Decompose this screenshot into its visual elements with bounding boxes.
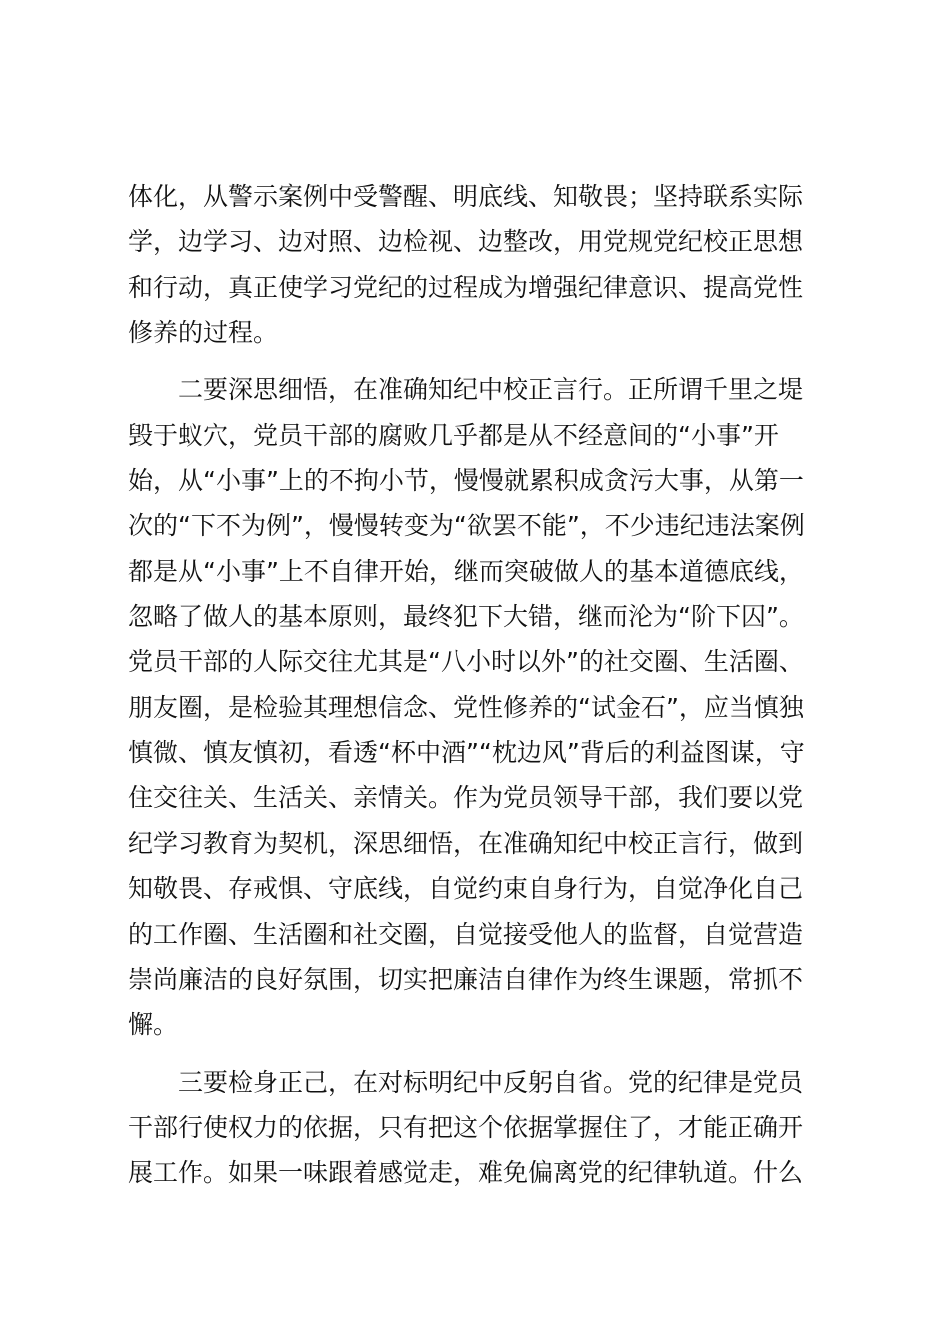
text-line: 和行动，真正使学习党纪的过程成为增强纪律意识、提高党性	[128, 272, 804, 302]
text-line: 党员干部的人际交往尤其是“八小时以外”的社交圈、生活圈、	[128, 647, 804, 677]
text-line: 懈。	[128, 1010, 179, 1040]
text-line: 毁于蚁穴，党员干部的腐败几乎都是从不经意间的“小事”开	[128, 420, 779, 450]
paragraph	[128, 174, 832, 355]
text-line: 忽略了做人的基本原则，最终犯下大错，继而沦为“阶下囚”。	[128, 602, 804, 632]
text-line: 的工作圈、生活圈和社交圈，自觉接受他人的监督，自觉营造	[128, 919, 804, 949]
text-line: 都是从“小事”上不自律开始，继而突破做人的基本道德底线，	[128, 556, 804, 586]
paragraph	[128, 1060, 832, 1196]
text-line: 次的“下不为例”，慢慢转变为“欲罢不能”，不少违纪违法案例	[128, 511, 805, 541]
paragraph-gap	[128, 1048, 832, 1060]
text-line: 始，从“小事”上的不拘小节，慢慢就累积成贪污大事，从第一	[128, 466, 804, 496]
text-line: 纪学习教育为契机，深思细悟，在准确知纪中校正言行，做到	[128, 828, 804, 858]
body-text	[128, 174, 832, 1196]
text-line: 知敬畏、存戒惧、守底线，自觉约束自身行为，自觉净化自己	[128, 874, 804, 904]
text-line: 慎微、慎友慎初，看透“杯中酒”“枕边风”背后的利益图谋，守	[128, 738, 805, 768]
text-line: 崇尚廉洁的良好氛围，切实把廉洁自律作为终生课题，常抓不	[128, 964, 804, 994]
paragraph-gap	[128, 355, 832, 367]
text-line: 体化，从警示案例中受警醒、明底线、知敬畏；坚持联系实际	[128, 182, 804, 211]
text-line: 干部行使权力的依据，只有把这个依据掌握住了，才能正确开	[128, 1112, 804, 1142]
text-line: 修养的过程。	[128, 318, 279, 348]
text-line: 二要深思细悟，在准确知纪中校正言行。正所谓千里之堤	[128, 375, 804, 405]
text-line: 朋友圈，是检验其理想信念、党性修养的“试金石”，应当慎独	[128, 692, 804, 722]
paragraph	[128, 367, 832, 1047]
text-line: 展工作。如果一味跟着感觉走，难免偏离党的纪律轨道。什么	[128, 1158, 804, 1188]
text-line: 住交往关、生活关、亲情关。作为党员领导干部，我们要以党	[128, 783, 804, 813]
text-line: 学，边学习、边对照、边检视、边整改，用党规党纪校正思想	[128, 227, 804, 257]
text-line: 三要检身正己，在对标明纪中反躬自省。党的纪律是党员	[128, 1067, 804, 1097]
